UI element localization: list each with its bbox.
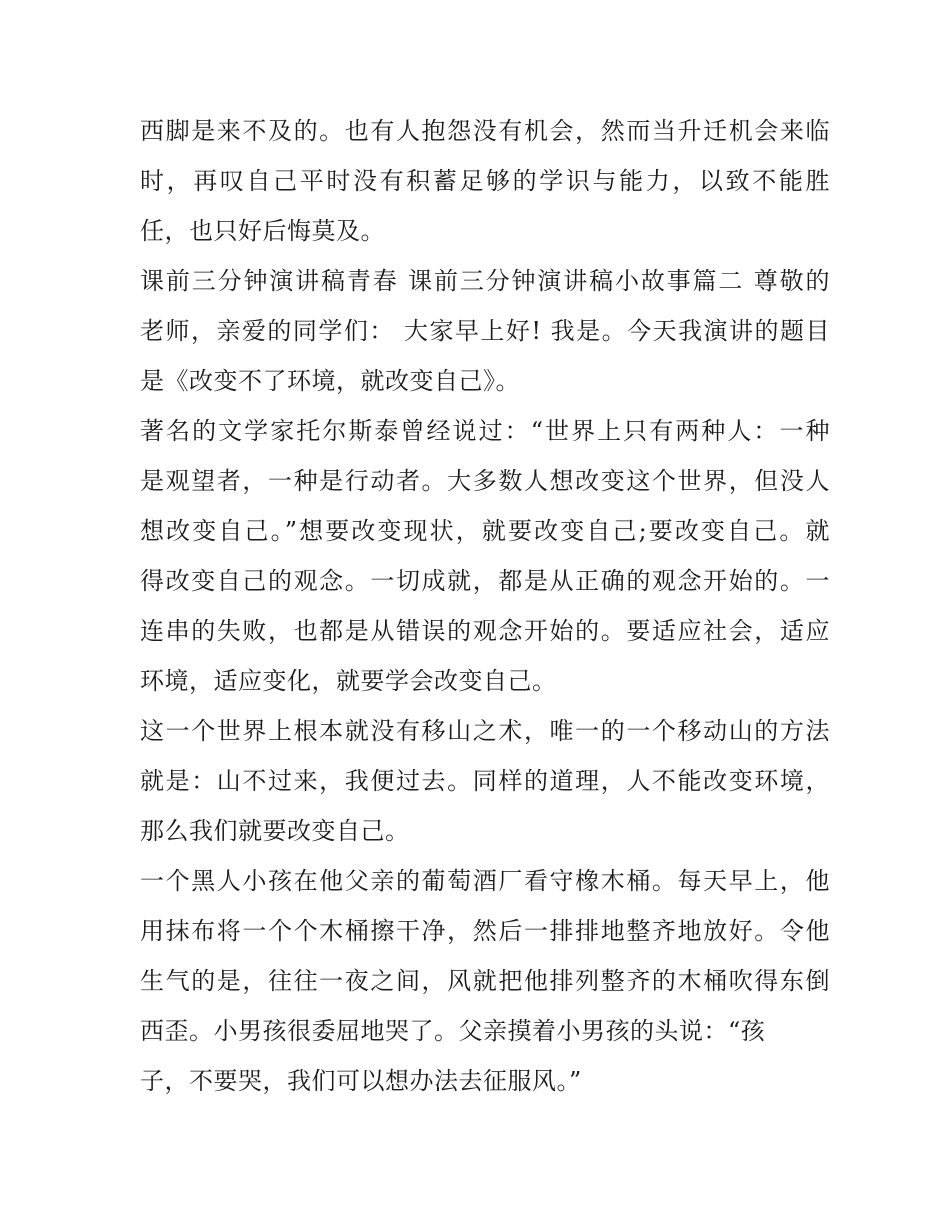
text-line: 课前三分钟演讲稿青春 课前三分钟演讲稿小故事篇二 尊敬的 [140,267,830,295]
text-line: 一个黑人小孩在他父亲的葡萄酒厂看守橡木桶。每天早上，他 [140,867,830,895]
text-line: 想改变自己。”想要改变现状，就要改变自己;要改变自己。就 [140,517,830,545]
text-line: 著名的文学家托尔斯泰曾经说过：“世界上只有两种人：一种 [140,417,830,445]
text-line: 西歪。小男孩很委屈地哭了。父亲摸着小男孩的头说：“孩 [140,1017,766,1045]
text-line: 时，再叹自己平时没有积蓄足够的学识与能力，以致不能胜 [140,167,830,195]
text-line: 那么我们就要改变自己。 [140,817,410,845]
text-line: 子，不要哭，我们可以想办法去征服风。” [140,1067,582,1095]
text-line: 是观望者，一种是行动者。大多数人想改变这个世界，但没人 [140,467,830,495]
text-line: 任，也只好后悔莫及。 [140,217,385,245]
text-line: 连串的失败，也都是从错误的观念开始的。要适应社会，适应 [140,617,830,645]
text-line: 老师，亲爱的同学们： 大家早上好! 我是。今天我演讲的题目 [140,317,830,345]
text-line: 就是：山不过来，我便过去。同样的道理，人不能改变环境， [140,767,830,795]
text-line: 环境，适应变化，就要学会改变自己。 [140,667,557,695]
text-line: 这一个世界上根本就没有移山之术，唯一的一个移动山的方法 [140,717,830,745]
text-line: 得改变自己的观念。一切成就，都是从正确的观念开始的。一 [140,567,830,595]
text-line: 是《改变不了环境，就改变自己》。 [140,367,520,395]
text-line: 用抹布将一个个木桶擦干净，然后一排排地整齐地放好。令他 [140,917,830,945]
text-line: 生气的是，往往一夜之间，风就把他排列整齐的木桶吹得东倒 [140,967,830,995]
text-line: 西脚是来不及的。也有人抱怨没有机会，然而当升迁机会来临 [140,117,830,145]
document-body [140,106,830,1106]
